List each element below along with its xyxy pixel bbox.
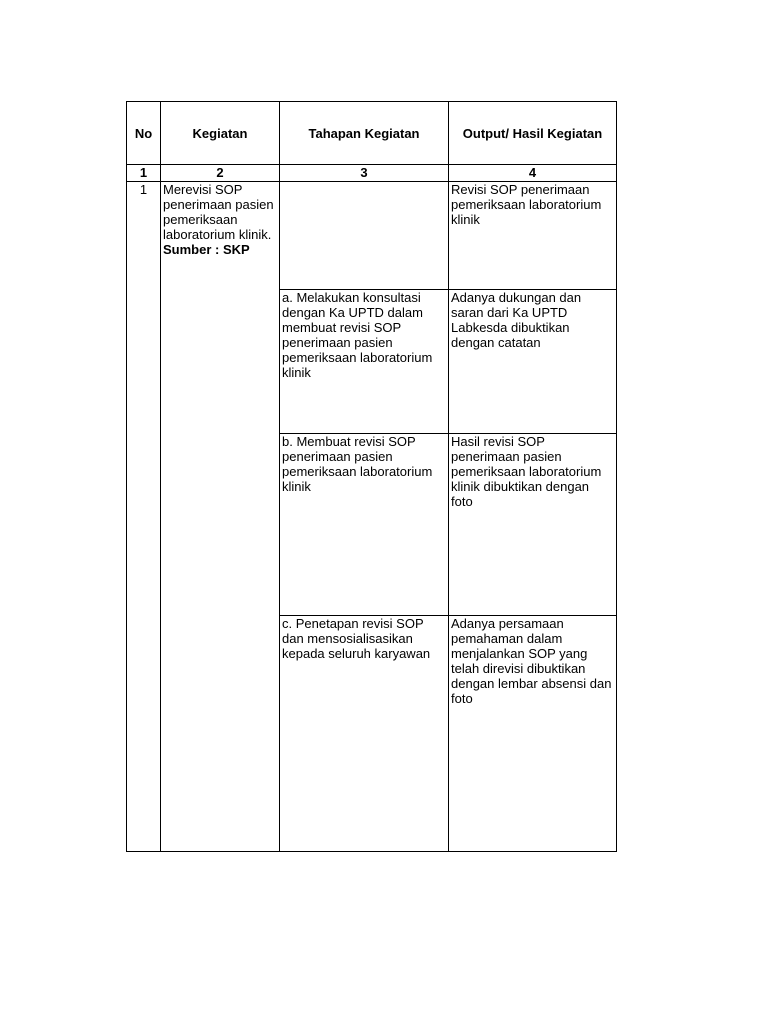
tahapan-cell-empty	[280, 182, 449, 290]
row-number: 1	[127, 182, 161, 852]
tahapan-step-a: a. Melakukan konsultasi dengan Ka UPTD dalam membuat revisi SOP penerimaan pasien pemeriksaan laboratorium klinik	[280, 290, 449, 434]
column-number: 3	[280, 165, 449, 182]
header-kegiatan: Kegiatan	[161, 102, 280, 165]
header-output: Output/ Hasil Kegiatan	[449, 102, 617, 165]
kegiatan-text: Merevisi SOP penerimaan pasien pemeriksaan laboratorium klinik.	[163, 182, 274, 242]
header-tahapan: Tahapan Kegiatan	[280, 102, 449, 165]
activity-table	[126, 101, 617, 852]
column-number-row	[127, 165, 617, 182]
column-number: 1	[127, 165, 161, 182]
tahapan-step-c: c. Penetapan revisi SOP dan mensosialisasikan kepada seluruh karyawan	[280, 616, 449, 852]
sumber-label: Sumber : SKP	[163, 242, 250, 257]
output-step-c: Adanya persamaan pemahaman dalam menjalankan SOP yang telah direvisi dibuktikan dengan lembar absensi dan foto	[449, 616, 617, 852]
tahapan-step-b: b. Membuat revisi SOP penerimaan pasien pemeriksaan laboratorium klinik	[280, 434, 449, 616]
header-row	[127, 102, 617, 165]
output-step-a: Adanya dukungan dan saran dari Ka UPTD Labkesda dibuktikan dengan catatan	[449, 290, 617, 434]
header-no: No	[127, 102, 161, 165]
output-main-cell: Revisi SOP penerimaan pemeriksaan laboratorium klinik	[449, 182, 617, 290]
output-step-b: Hasil revisi SOP penerimaan pasien pemeriksaan laboratorium klinik dibuktikan dengan foto	[449, 434, 617, 616]
column-number: 4	[449, 165, 617, 182]
table-row	[127, 182, 617, 290]
kegiatan-cell	[161, 182, 280, 852]
column-number: 2	[161, 165, 280, 182]
